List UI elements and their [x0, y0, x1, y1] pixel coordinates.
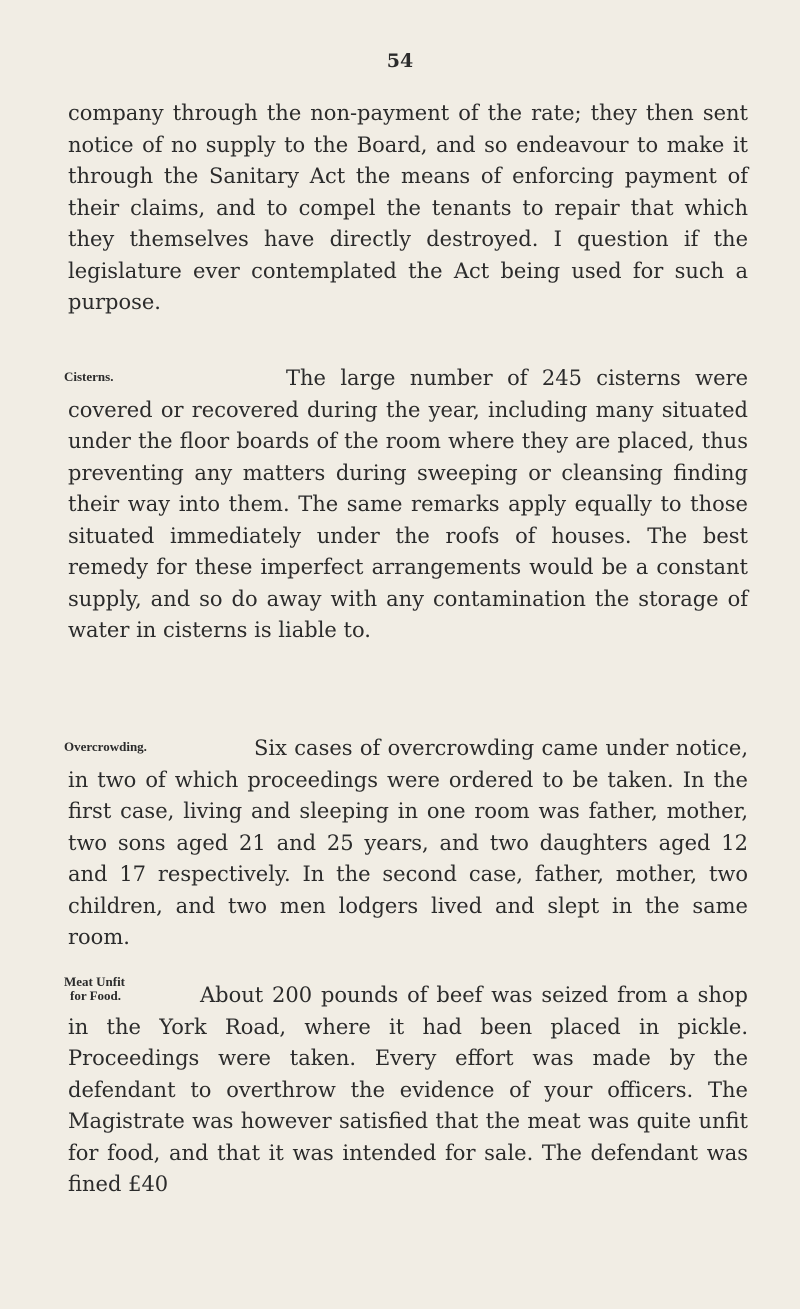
side-note-meat-line1: Meat Unfit: [64, 974, 126, 989]
page-number: 54: [386, 50, 414, 72]
paragraph-overcrowding: Six cases of overcrowding came under notice, in two of which proceedings were ordered to be taken. In the first case, living and sleeping in one room was father, mother, two sons aged 21 and 25 years, and two daughters aged 12 and 17 respectively. In the second case, father, mother, two children, and two men lodgers lived and slept in the same room.: [68, 736, 748, 949]
paragraph-cisterns: The large number of 245 cisterns were covered or recovered during the year, including many situated under the floor boards of the room where they are placed, thus preventing any matters during sweeping or cleansing finding their way into them. The same remarks apply equally to those situated immediately under the roofs of houses. The best remedy for these imperfect arrangements would be a constant supply, and so do away with any contamination the storage of water in cisterns is liable to.: [68, 366, 748, 642]
side-note-cisterns: Cisterns.: [64, 369, 114, 384]
side-note-meat-line2: for Food.: [70, 988, 122, 1003]
paragraph-meat-unfit: About 200 pounds of beef was seized from a shop in the York Road, where it had been placed in pickle. Proceedings were taken. Every effort was made by the defendant to overthrow the evidence of your officers. The Magistrate was however satisfied that the meat was quite unfit for food, and that it was intended for sale. The defendant was fined £40: [68, 983, 748, 1196]
paragraph-continuation: company through the non-payment of the rate; they then sent notice of no supply to the Board, and so endeavour to make it through the Sanitary Act the means of enforcing payment of their claims, and to compel the tenants to repair that which they themselves have directly destroyed. I question if the legislature ever contemplated the Act being used for such a purpose.: [68, 101, 748, 314]
side-note-overcrowding: Overcrowding.: [64, 739, 147, 754]
